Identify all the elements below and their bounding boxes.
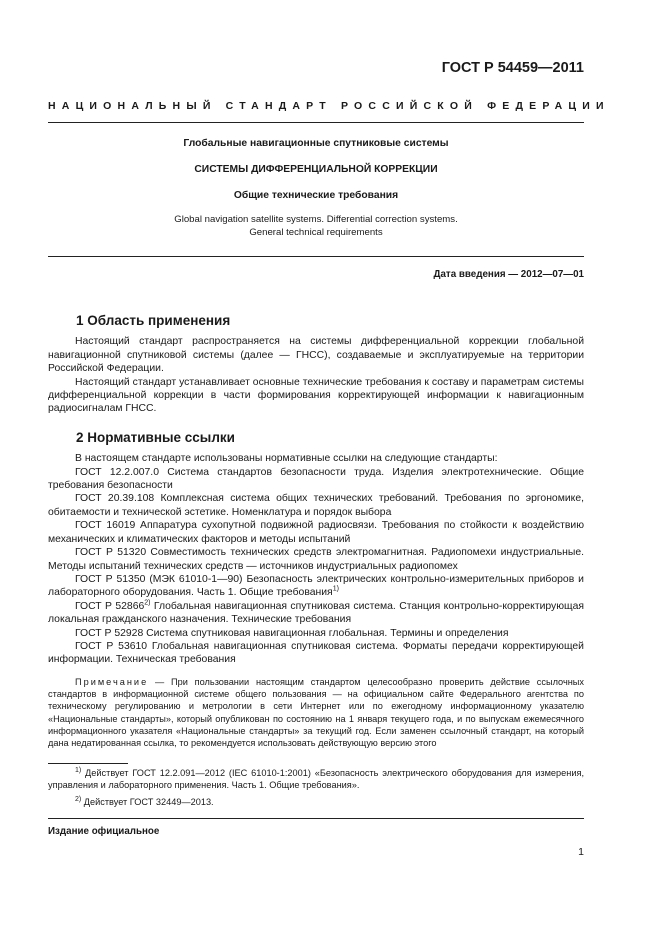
footnote-text: Действует ГОСТ 12.2.091—2012 (IEC 61010-1:2001) «Безопасность электрического оборудования для измерения, управления и лабораторного применения. Часть 1. Общие требования». <box>48 768 584 791</box>
section-2-heading: 2 Нормативные ссылки <box>76 429 235 445</box>
document-body <box>48 314 584 750</box>
title-line-2: СИСТЕМЫ ДИФФЕРЕНЦИАЛЬНОЙ КОРРЕКЦИИ <box>194 164 438 175</box>
section-2-intro: В настоящем стандарте использованы нормативные ссылки на следующие стандарты: <box>75 453 498 465</box>
footnotes <box>48 767 584 812</box>
note-text: — При пользовании настоящим стандартом целесообразно проверить действие ссылочных стандартов в информационной системе общего пользования — на официальном сайте Федерального агентства по техническому регулированию и метрологии в сети Интернет или по ежегодному информационному указателю «Национальные стандарты», который опубликован по состоянию на 1 января текущего года, и по выпускам ежемесячного информационного указателя «Национальные стандарты» за текущий год. Если заменен ссылочный стандарт, на который дана недатированная ссылка, то рекомендуется использовать действующую версию этого <box>48 676 584 749</box>
reference-gost-16019: ГОСТ 16019 Аппаратура сухопутной подвижной радиосвязи. Требования по стойкости к воздействию механических и климатических факторов и методы испытаний <box>48 520 584 545</box>
english-title-line-2: General technical requirements <box>249 226 383 238</box>
note-paragraph <box>48 676 584 750</box>
footnote-2 <box>48 796 584 808</box>
title-line-1: Глобальные навигационные спутниковые системы <box>183 138 449 149</box>
section-1-paragraph-1: Настоящий стандарт распространяется на системы дифференциальной коррекции глобальной навигационной спутниковой системы (далее — ГНСС), создаваемые и эксплуатируемые на территории Российской Федерации. <box>48 336 584 375</box>
footnote-divider <box>48 763 128 764</box>
english-title-line-1: Global navigation satellite systems. Differential correction systems. <box>174 214 458 225</box>
english-title <box>48 214 584 239</box>
reference-text: Глобальная навигационная спутниковая система. Станция контрольно-корректирующая локальная гражданского назначения. Технические требования <box>48 600 584 626</box>
title-block <box>48 138 584 239</box>
footnote-mark: 1) <box>75 766 82 774</box>
top-divider <box>48 122 584 123</box>
reference-text: ГОСТ Р 51350 (МЭК 61010-1—90) Безопасность электрических контрольно-измерительных приборов и лабораторного оборудования. Часть 1. Общие требования <box>48 573 584 599</box>
official-edition-label: Издание официальное <box>48 826 160 837</box>
reference-gost-r-53610: ГОСТ Р 53610 Глобальная навигационная спутниковая система. Форматы передачи корректирующей информации. Техническая требования <box>48 640 584 666</box>
reference-gost-r-51320: ГОСТ Р 51320 Совместимость технических средств электромагнитная. Радиопомехи индустриальные. Методы испытаний технических средств — источников индустриальных радиопомех <box>48 547 584 572</box>
reference-gost-20-39-108: ГОСТ 20.39.108 Комплексная система общих технических требований. Требования по эргономике, обитаемости и технической эстетике. Номенклатура и порядок выбора <box>48 493 584 518</box>
introduction-date: Дата введения — 2012—07—01 <box>433 269 584 280</box>
footnote-mark: 2) <box>75 795 82 803</box>
footnote-marker: 1) <box>332 585 339 593</box>
reference-gost-12-2-007-0: ГОСТ 12.2.007.0 Система стандартов безопасности труда. Изделия электротехнические. Общие требования безопасности <box>48 466 584 492</box>
bottom-divider <box>48 818 584 819</box>
reference-gost-r-52866 <box>48 600 584 627</box>
title-line-3: Общие технические требования <box>233 190 399 201</box>
footnote-text: Действует ГОСТ 32449—2013. <box>81 796 214 807</box>
middle-divider <box>48 256 584 257</box>
reference-gost-r-52928: ГОСТ Р 52928 Система спутниковая навигационная глобальная. Термины и определения <box>75 627 509 639</box>
national-standard-banner: НАЦИОНАЛЬНЫЙ СТАНДАРТ РОССИЙСКОЙ ФЕДЕРАЦИИ <box>48 100 610 112</box>
note-label: Примечание <box>75 676 149 687</box>
standard-number: ГОСТ Р 54459—2011 <box>441 60 584 76</box>
page-number: 1 <box>578 846 584 858</box>
footnote-marker: 2) <box>144 599 151 607</box>
section-1-paragraph-2: Настоящий стандарт устанавливает основные технические требования к составу и параметрам системы дифференциальной коррекции в части формирования корректирующей информации к навигационным радиосигналам ГНСС. <box>48 376 584 415</box>
reference-gost-r-51350 <box>48 573 584 600</box>
footnote-1 <box>48 767 584 792</box>
reference-code: ГОСТ Р 52866 <box>75 600 145 612</box>
section-1-heading: 1 Область применения <box>76 313 231 328</box>
